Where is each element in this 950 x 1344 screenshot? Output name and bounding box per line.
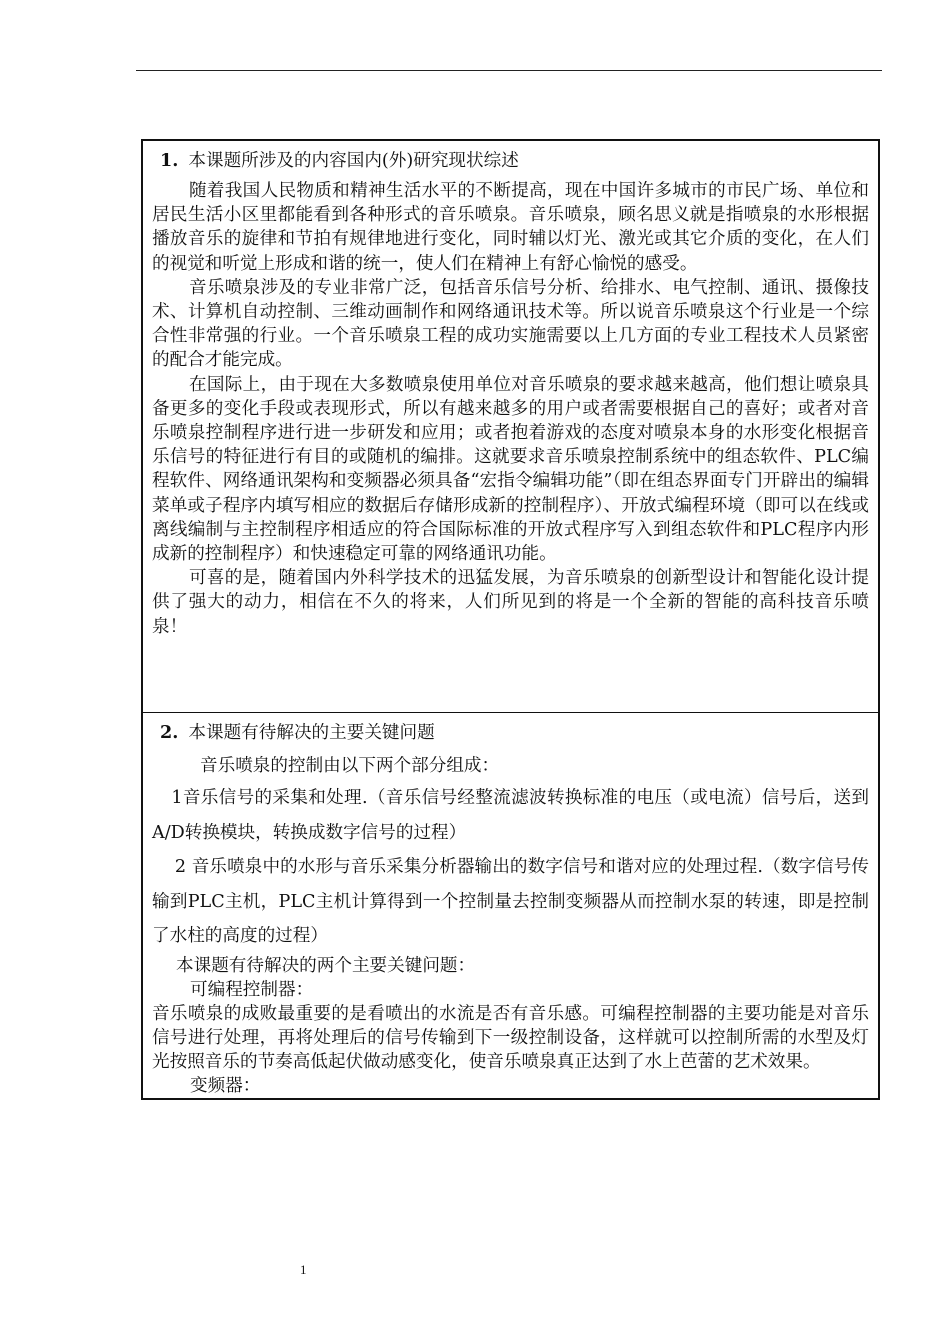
section-1-paragraph-1: 随着我国人民物质和精神生活水平的不断提高，现在中国许多城市的市民广场、单位和居民生活小区里都能看到各种形式的音乐喷泉。音乐喷泉，顾名思义就是指喷泉的水形根据播放音乐的旋律和节拍有规律地进行变化，同时辅以灯光、激光或其它介质的变化，在人们的视觉和听觉上形成和谐的统一，使人们在精神上有舒心愉悦的感受。 (152, 181, 869, 274)
vfd-heading: 变频器： (190, 1076, 261, 1097)
section-1-paragraph-2: 音乐喷泉涉及的专业非常广泛，包括音乐信号分析、给排水、电气控制、通讯、摄像技术、计算机自动控制、三维动画制作和网络通讯技术等。所以说音乐喷泉这个行业是一个综合性非常强的行业。一个音乐喷泉工程的成功实施需要以上几方面的专业工程技术人员紧密的配合才能完成。 (152, 277, 869, 371)
section-2-item-2: 2 音乐喷泉中的水形与音乐采集分析器输出的数字信号和谐对应的处理过程.（数字信号传输到PLC主机，PLC主机计算得到一个控制量去控制变频器从而控制水泵的转速，即是控制了水柱的高度的过程） (152, 857, 869, 946)
section-2-title: 本课题有待解决的主要关键问题 (188, 723, 435, 743)
key-problems-line: 本课题有待解决的两个主要关键问题： (176, 955, 476, 976)
section-2-intro: 音乐喷泉的控制由以下两个部分组成： (200, 756, 500, 776)
section-2-item-1: 1音乐信号的采集和处理.（音乐信号经整流滤波转换标准的电压（或电流）信号后，送到A/D转换模块，转换成数字信号的过程） (152, 788, 869, 843)
proposal-table (141, 139, 880, 1100)
section-1-title: 本课题所涉及的内容国内(外)研究现状综述 (188, 151, 519, 171)
section-2-number: 2. (160, 722, 179, 743)
section-1-heading (152, 147, 869, 175)
plc-heading: 可编程控制器： (190, 979, 314, 1000)
section-1-cell (143, 141, 878, 713)
section-1-number: 1. (160, 150, 179, 171)
page-number: 1 (300, 1262, 307, 1277)
section-1-paragraph-3: 在国际上，由于现在大多数喷泉使用单位对音乐喷泉的要求越来越高，他们想让喷泉具备更多的变化手段或表现形式，所以有越来越多的用户或者需要根据自己的喜好；或者对音乐喷泉控制程序进行进一步研发和应用；或者抱着游戏的态度对喷泉本身的水形变化根据音乐信号的特征进行有目的或随机的编排。这就要求音乐喷泉控制系统中的组态软件、PLC编程软件、网络通讯架构和变频器必须具备“宏指令编辑功能”（即在组态界面专门开辟出的编辑菜单或子程序内填写相应的数据后存储形成新的控制程序）、开放式编程环境（即可以在线或离线编制与主控制程序相适应的符合国际标准的开放式程序写入到组态软件和PLC程序内形成新的控制程序）和快速稳定可靠的网络通讯功能。 (152, 374, 869, 565)
header-rule (136, 70, 882, 71)
plc-text: 音乐喷泉的成败最重要的是看喷出的水流是否有音乐感。可编程控制器的主要功能是对音乐信号进行处理，再将处理后的信号传输到下一级控制设备，这样就可以控制所需的水型及灯光按照音乐的节奏高低起伏做动感变化，使音乐喷泉真正达到了水上芭蕾的艺术效果。 (152, 1003, 869, 1072)
section-1-paragraph-4: 可喜的是，随着国内外科学技术的迅猛发展，为音乐喷泉的创新型设计和智能化设计提供了强大的动力，相信在不久的将来，人们所见到的将是一个全新的智能的高科技音乐喷泉！ (152, 568, 869, 637)
section-2-cell (143, 713, 878, 1098)
section-2-heading (152, 719, 869, 747)
